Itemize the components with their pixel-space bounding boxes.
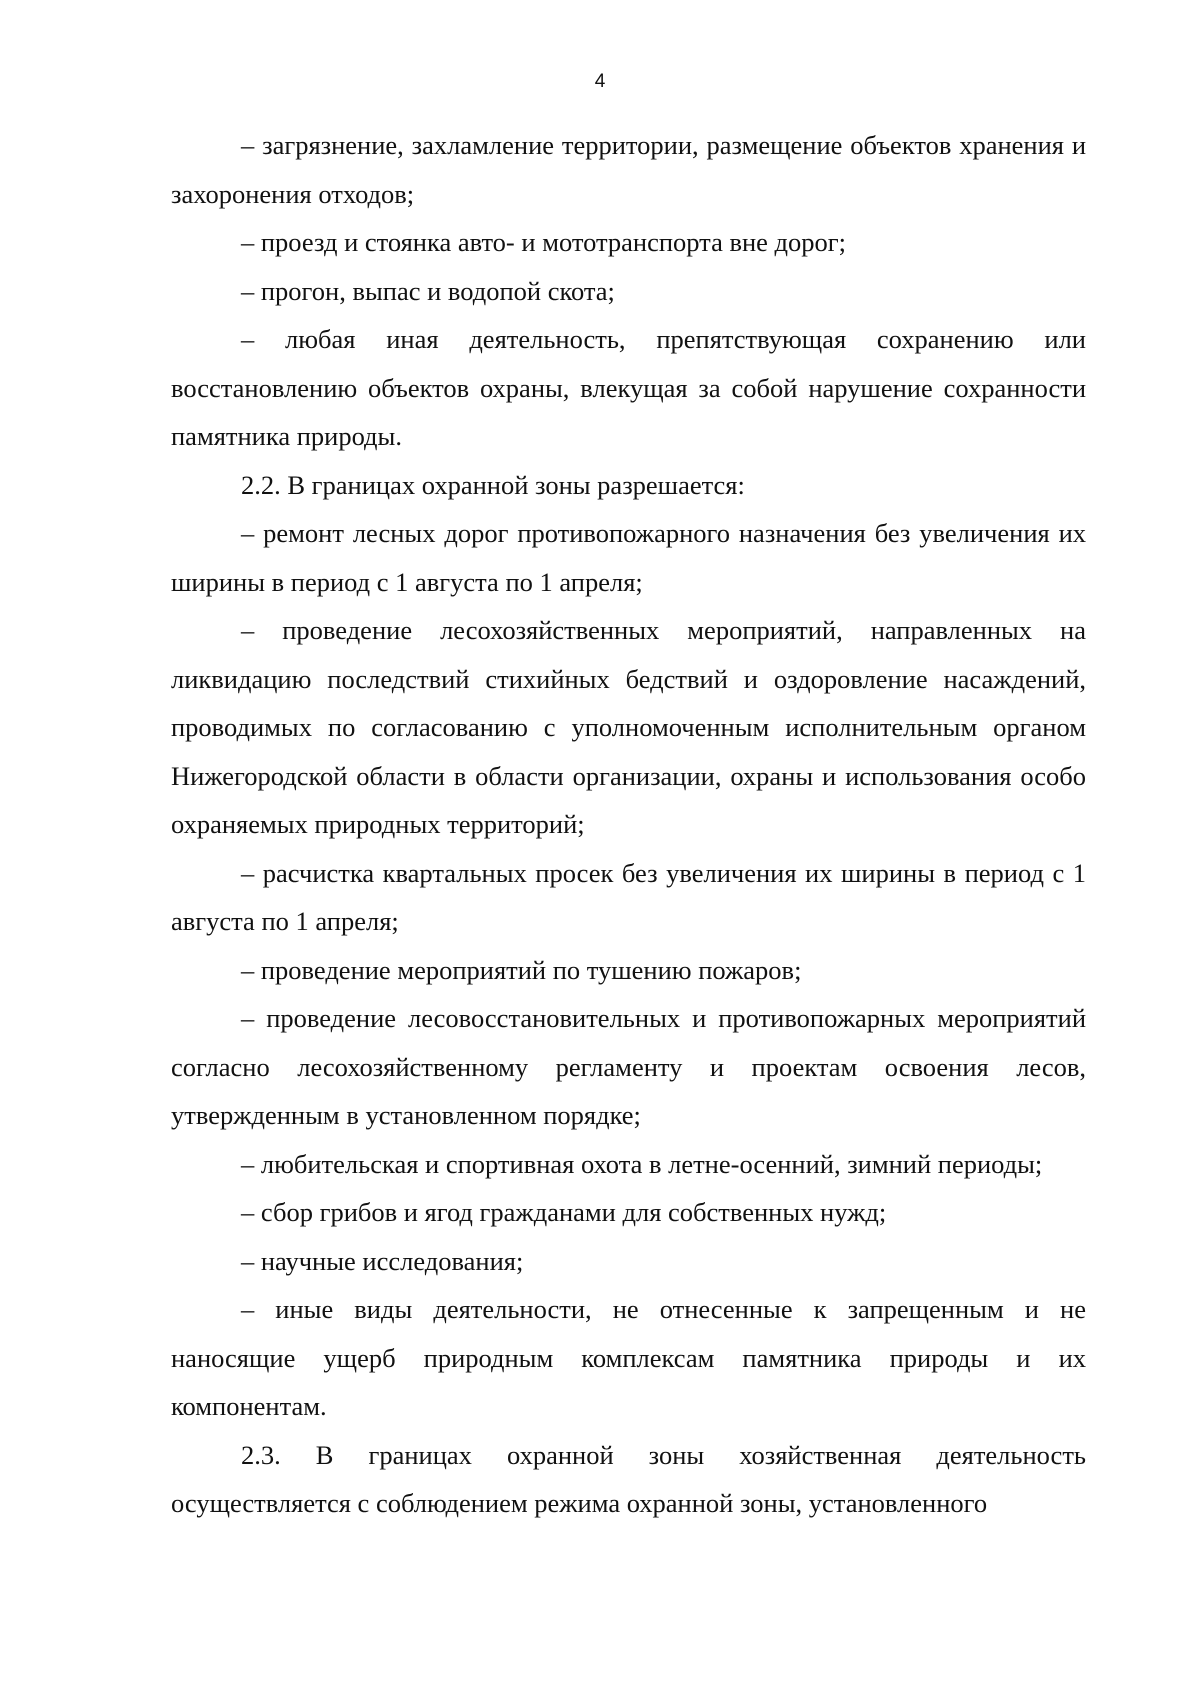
list-item-firefighting-allowed: – проведение мероприятий по тушению пожаров; xyxy=(241,954,802,985)
list-item-foraging-allowed: – сбор грибов и ягод гражданами для собственных нужд; xyxy=(241,1197,887,1227)
list-item-reforestation-allowed: – проведение лесовосстановительных и противопожарных мероприятий согласно лесохозяйственному регламенту и проектам освоения лесов, утвержденным в установленном порядке; xyxy=(171,1003,1086,1130)
list-item-research-allowed: – научные исследования; xyxy=(241,1245,524,1276)
list-item-other-activity-prohibited: – любая иная деятельность, препятствующая сохранению или восстановлению объектов охраны, влекущая за собой нарушение сохранности памятника природы. xyxy=(171,324,1086,451)
document-body xyxy=(171,121,1086,1528)
list-item-livestock-prohibited: – прогон, выпас и водопой скота; xyxy=(241,275,615,306)
list-item-vehicle-traffic-prohibited: – проезд и стоянка авто- и мототранспорта вне дорог; xyxy=(241,227,847,257)
list-item-clearing-allowed: – расчистка квартальных просек без увеличения их ширины в период с 1 августа по 1 апреля; xyxy=(171,857,1086,936)
list-item-hunting-allowed: – любительская и спортивная охота в летне-осенний, зимний периоды; xyxy=(241,1148,1043,1179)
section-paragraph-2-3: 2.3. В границах охранной зоны хозяйственная деятельность осуществляется с соблюдением режима охранной зоны, установленного xyxy=(171,1439,1086,1518)
list-item-forestry-measures-allowed: – проведение лесохозяйственных мероприятий, направленных на ликвидацию последствий стихийных бедствий и оздоровление насаждений, проводимых по согласованию с уполномоченным исполнительным органом Нижегородской области в области организации, охраны и использования особо охраняемых природных территорий; xyxy=(171,615,1086,839)
list-item-other-activity-allowed: – иные виды деятельности, не отнесенные к запрещенным и не наносящие ущерб природным комплексам памятника природы и их компонентам. xyxy=(171,1294,1086,1421)
list-item-road-repair-allowed: – ремонт лесных дорог противопожарного назначения без увеличения их ширины в период с 1 августа по 1 апреля; xyxy=(171,518,1086,597)
section-heading-2-2: 2.2. В границах охранной зоны разрешается: xyxy=(241,469,745,500)
page-number: 4 xyxy=(594,71,606,92)
list-item-pollution-prohibited: – загрязнение, захламление территории, размещение объектов хранения и захоронения отходов; xyxy=(171,130,1086,209)
